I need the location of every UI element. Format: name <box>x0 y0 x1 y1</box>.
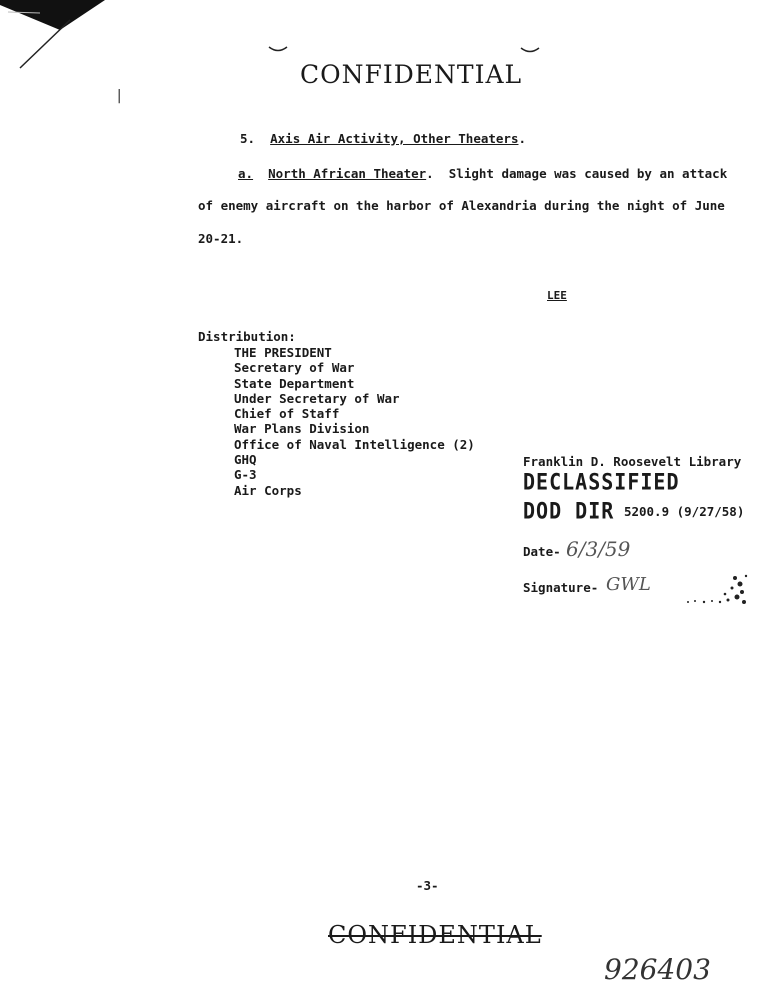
recipient: G-3 <box>234 467 257 483</box>
recipient: Office of Naval Intelligence (2) <box>234 436 475 452</box>
recipient: GHQ <box>234 452 257 468</box>
recipient: Air Corps <box>234 482 302 498</box>
stamp-signature-label: Signature- <box>523 580 599 595</box>
footer-classification: CONFIDENTIAL <box>328 921 542 949</box>
stamp-date-label: Date- <box>523 544 561 559</box>
subsection-text-3: 20-21. <box>198 231 244 246</box>
distribution-list <box>234 345 475 498</box>
handwritten-number: 926403 <box>604 953 711 986</box>
distribution-label: Distribution: <box>198 329 296 344</box>
subsection-text-2: of enemy aircraft on the harbor of Alexandria during the night of June <box>198 198 725 213</box>
stamp-dod-line <box>523 499 744 523</box>
check-mark-left <box>268 45 288 53</box>
section-heading <box>240 131 526 146</box>
recipient: War Plans Division <box>234 421 370 437</box>
recipient: Chief of Staff <box>234 406 340 422</box>
stamp-library: Franklin D. Roosevelt Library <box>523 454 742 469</box>
ink-smudge <box>680 570 750 610</box>
subsection-line-1 <box>238 166 727 181</box>
subsection-text-1: Slight damage was caused by an attack <box>448 166 728 181</box>
subsection-heading-end: . <box>426 166 434 181</box>
margin-mark: | <box>115 88 124 104</box>
page-number: -3- <box>416 878 439 893</box>
stamp-signature-value: GWL <box>606 574 651 595</box>
subsection-heading: North African Theater <box>268 166 427 181</box>
check-mark-right <box>520 46 540 54</box>
section-number: 5. <box>240 131 256 146</box>
section-title-end: . <box>518 131 527 146</box>
signatory: LEE <box>547 289 567 302</box>
recipient: Secretary of War <box>234 360 355 376</box>
torn-corner <box>0 0 110 70</box>
section-title: Axis Air Activity, Other Theaters <box>270 131 519 146</box>
recipient: Under Secretary of War <box>234 390 400 406</box>
stamp-date-value: 6/3/59 <box>566 537 631 561</box>
recipient: State Department <box>234 375 355 391</box>
stamp-dod-number: 5200.9 (9/27/58) <box>623 504 745 519</box>
subsection-letter: a. <box>238 166 254 181</box>
stamp-declassified: DECLASSIFIED <box>523 468 680 496</box>
recipient: THE PRESIDENT <box>234 345 332 360</box>
stamp-dod-prefix: DOD DIR <box>523 497 615 525</box>
header-classification: CONFIDENTIAL <box>300 60 523 89</box>
